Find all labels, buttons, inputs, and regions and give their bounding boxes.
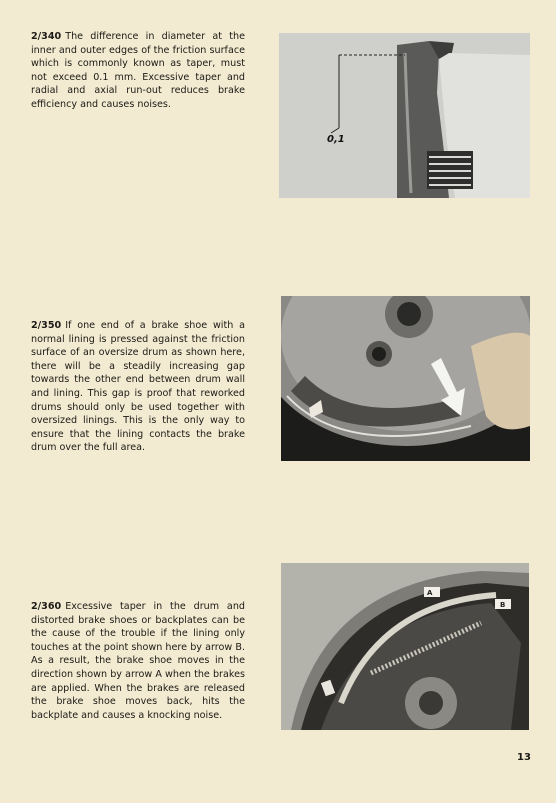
brake-shoe-gap-photo — [281, 296, 530, 461]
page-number: 13 — [517, 752, 531, 763]
drum-cross-section-photo — [279, 33, 530, 198]
section-code: 2/340 — [31, 31, 62, 42]
section-text: The difference in diameter at the inner and outer edges of the friction surface which is commonly known as taper, must not exceed 0.1 mm. Excessive taper and radial and axial run-out reduces brake efficiency and causes noises. — [31, 31, 245, 110]
section-code: 2/360 — [31, 601, 62, 612]
section-2-340 — [31, 30, 245, 112]
arrow-a-label: A — [427, 589, 433, 597]
section-2-360 — [31, 600, 245, 722]
brake-assembly-photo — [281, 563, 529, 730]
section-2-350 — [31, 319, 245, 455]
section-code: 2/350 — [31, 320, 62, 331]
arrow-b-label: B — [500, 601, 506, 609]
section-text: If one end of a brake shoe with a normal lining is pressed against the friction surface of an oversize drum as shown here, there will be a steadily increasing gap towards the other end between drum wall and lining. This gap is proof that reworked drums should only be used together with oversized linings. This is the only way to ensure that the lining contacts the brake drum over the full area. — [31, 320, 245, 454]
taper-label: 0,1 — [327, 134, 345, 145]
section-text: Excessive taper in the drum and distorted brake shoes or backplates can be the cause of the trouble if the lining only touches at the point shown here by arrow B. As a result, the brake shoe moves in the direction shown by arrow A when the brakes are applied. When the brakes are released the brake shoe moves back, hits the backplate and causes a knocking noise. — [31, 601, 245, 721]
